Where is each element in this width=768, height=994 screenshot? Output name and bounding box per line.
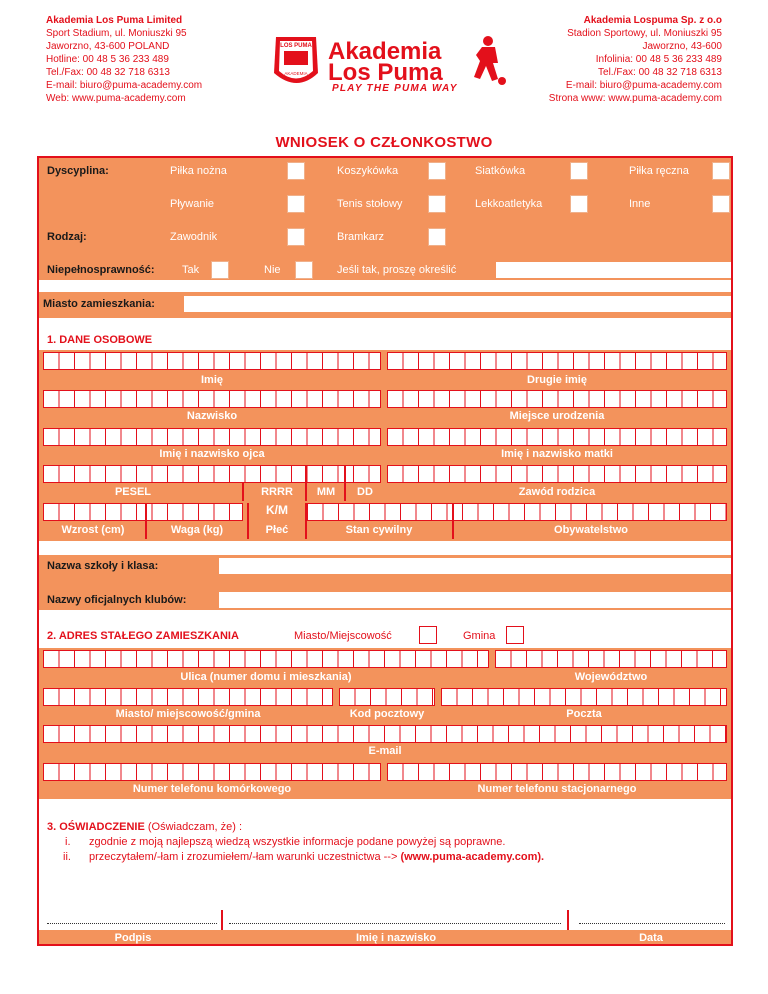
athletics-checkbox[interactable]	[570, 195, 588, 213]
first-name-boxes[interactable]	[43, 352, 381, 370]
surname-boxes[interactable]	[43, 390, 381, 408]
section1-title: 1. DANE OSOBOWE	[47, 334, 153, 346]
citizenship-boxes[interactable]	[307, 503, 727, 521]
post-office-label: Poczta	[566, 708, 602, 720]
disability-specify-label: Jeśli tak, proszę określić	[337, 264, 457, 276]
signature-label: Podpis	[114, 932, 152, 944]
divider	[452, 503, 454, 539]
form-title: WNIOSEK O CZŁONKOSTWO	[275, 134, 493, 151]
street-label: Ulica (numer domu i mieszkania)	[180, 671, 352, 683]
year-label: RRRR	[261, 486, 293, 498]
father-name-boxes[interactable]	[43, 428, 381, 446]
month-label: MM	[316, 486, 336, 498]
voivodeship-label: Województwo	[574, 671, 648, 683]
other-checkbox[interactable]	[712, 195, 730, 213]
locality-label: Miasto/ miejscowość/gmina	[115, 708, 261, 720]
header-left-line: Sport Stadium, ul. Moniuszki 95	[46, 28, 187, 39]
declaration-item-1: zgodnie z moją najlepszą wiedzą wszystkie informacje podane powyżej są poprawne.	[89, 836, 506, 848]
clubs-label: Nazwy oficjalnych klubów:	[47, 594, 187, 606]
logo-name-line1: Akademia	[328, 38, 442, 65]
city-option-label: Miasto/Miejscowość	[294, 630, 392, 642]
header-left-line: E-mail: biuro@puma-academy.com	[46, 80, 203, 91]
player-checkbox[interactable]	[287, 228, 305, 246]
discipline-option-label: Piłka nożna	[170, 165, 227, 177]
commune-checkbox[interactable]	[506, 626, 524, 644]
soccer-player-icon	[474, 36, 506, 85]
header-left-company: Akademia Los Puma Limited	[46, 15, 183, 26]
header-right-company: Akademia Lospuma Sp. z o.o	[583, 15, 722, 26]
mother-name-boxes[interactable]	[387, 428, 727, 446]
mother-name-label: Imię i nazwisko matki	[501, 448, 613, 460]
header-left-line: Tel./Fax: 00 48 32 718 6313	[46, 67, 170, 78]
divider	[242, 483, 244, 501]
section-separator	[39, 280, 731, 292]
pesel-boxes[interactable]	[43, 465, 381, 483]
middle-name-boxes[interactable]	[387, 352, 727, 370]
date-line[interactable]	[579, 923, 725, 924]
divider	[145, 503, 147, 539]
mobile-phone-boxes[interactable]	[43, 763, 381, 781]
declaration-item-number: i.	[65, 836, 71, 848]
declaration-item-2-text: przeczytałem/-łam i zrozumiełem/-łam warunki uczestnictwa -->	[89, 851, 398, 863]
commune-option-label: Gmina	[463, 630, 496, 642]
birthplace-label: Miejsce urodzenia	[509, 410, 605, 422]
gender-label: Płeć	[265, 524, 289, 536]
gender-options: K/M	[266, 503, 288, 517]
header-left-line: Web: www.puma-academy.com	[46, 93, 186, 104]
residence-city-label: Miasto zamieszkania:	[43, 298, 155, 310]
discipline-option-label: Piłka ręczna	[629, 165, 689, 177]
section2-header	[39, 610, 731, 648]
signature-line[interactable]	[47, 923, 217, 924]
logo-name-line2: Los Puma	[328, 59, 443, 86]
header-right-line: E-mail: biuro@puma-academy.com	[565, 80, 722, 91]
citizenship-label: Obywatelstwo	[554, 524, 628, 536]
locality-boxes[interactable]	[43, 688, 333, 706]
disability-yes-checkbox[interactable]	[211, 261, 229, 279]
handball-checkbox[interactable]	[712, 162, 730, 180]
street-boxes[interactable]	[43, 650, 489, 668]
pesel-label: PESEL	[114, 486, 152, 498]
logo-tagline: PLAY THE PUMA WAY	[332, 83, 458, 94]
table-tennis-checkbox[interactable]	[428, 195, 446, 213]
header-right-address	[549, 14, 722, 105]
header-left-address	[46, 14, 202, 105]
discipline-option-label: Pływanie	[170, 198, 215, 210]
date-label: Data	[639, 932, 663, 944]
parent-occupation-label: Zawód rodzica	[518, 486, 596, 498]
header-right-line: Stadion Sportowy, ul. Moniuszki 95	[567, 28, 722, 39]
volleyball-checkbox[interactable]	[570, 162, 588, 180]
landline-phone-label: Numer telefonu stacjonarnego	[477, 783, 637, 795]
day-label: DD	[357, 486, 373, 498]
declaration-item-number: ii.	[63, 851, 71, 863]
school-label: Nazwa szkoły i klasa:	[47, 560, 159, 572]
parent-occupation-boxes[interactable]	[387, 465, 727, 483]
declaration-subtitle: (Oświadczam, że) :	[144, 821, 242, 833]
discipline-option-label: Siatkówka	[475, 165, 526, 177]
swimming-checkbox[interactable]	[287, 195, 305, 213]
declaration-title: OŚWIADCZENIE	[59, 821, 145, 833]
voivodeship-boxes[interactable]	[495, 650, 727, 668]
academy-logo	[262, 33, 512, 95]
height-weight-boxes[interactable]	[43, 503, 243, 521]
declaration-heading	[47, 820, 242, 835]
landline-phone-boxes[interactable]	[387, 763, 727, 781]
postal-code-label: Kod pocztowy	[349, 708, 425, 720]
disability-no-checkbox[interactable]	[295, 261, 313, 279]
email-label: E-mail	[368, 745, 402, 757]
discipline-option-label: Lekkoatletyka	[475, 198, 543, 210]
logo-graphic	[262, 33, 512, 95]
father-name-label: Imię i nazwisko ojca	[159, 448, 265, 460]
type-option-label: Bramkarz	[337, 231, 385, 243]
logo-badge-text: LOS PUMA	[280, 43, 312, 49]
type-label: Rodzaj:	[47, 231, 87, 243]
header-left-line: Jaworzno, 43-600 POLAND	[46, 41, 170, 52]
header-left-line: Hotline: 00 48 5 36 233 489	[46, 54, 169, 65]
full-name-line[interactable]	[229, 923, 561, 924]
city-checkbox[interactable]	[419, 626, 437, 644]
middle-name-label: Drugie imię	[527, 374, 587, 386]
surname-label: Nazwisko	[186, 410, 238, 422]
discipline-option-label: Koszykówka	[337, 165, 399, 177]
school-field[interactable]	[219, 558, 731, 574]
football-checkbox[interactable]	[287, 162, 305, 180]
header-right-line: Jaworzno, 43-600	[642, 41, 722, 52]
logo-badge-bottom: AKADEMIA	[284, 71, 308, 76]
declaration-number: 3.	[47, 821, 57, 833]
divider	[221, 910, 223, 930]
header-right-line: Infolinia: 00 48 5 36 233 489	[595, 54, 722, 65]
disability-yes-label: Tak	[182, 264, 200, 276]
residence-city-field[interactable]	[184, 296, 731, 312]
section2-title: 2. ADRES STAŁEGO ZAMIESZKANIA	[47, 630, 239, 642]
section-separator	[39, 541, 731, 555]
type-option-label: Zawodnik	[170, 231, 218, 243]
membership-form	[37, 156, 733, 946]
declaration-item-2	[89, 850, 544, 865]
first-name-label: Imię	[200, 374, 223, 386]
divider	[344, 465, 346, 501]
height-label: Wzrost (cm)	[61, 524, 125, 536]
header-right-line: Tel./Fax: 00 48 32 718 6313	[598, 67, 722, 78]
email-boxes[interactable]	[43, 725, 727, 743]
divider	[567, 910, 569, 930]
divider	[305, 465, 307, 501]
weight-label: Waga (kg)	[170, 524, 224, 536]
disability-label: Niepełnosprawność:	[47, 264, 155, 276]
post-office-boxes[interactable]	[441, 688, 727, 706]
marital-status-label: Stan cywilny	[345, 524, 413, 536]
disability-specify-field[interactable]	[496, 262, 731, 278]
birthplace-boxes[interactable]	[387, 390, 727, 408]
discipline-option-label: Inne	[629, 198, 651, 210]
full-name-label: Imię i nazwisko	[355, 932, 437, 944]
postal-code-boxes[interactable]	[339, 688, 435, 706]
goalkeeper-checkbox[interactable]	[428, 228, 446, 246]
disability-no-label: Nie	[264, 264, 281, 276]
header-right-line: Strona www: www.puma-academy.com	[548, 93, 722, 104]
clubs-field[interactable]	[219, 592, 731, 608]
discipline-label: Dyscyplina:	[47, 165, 109, 177]
discipline-option-label: Tenis stołowy	[337, 198, 403, 210]
mobile-phone-label: Numer telefonu komórkowego	[132, 783, 292, 795]
website-link[interactable]: (www.puma-academy.com).	[397, 851, 545, 863]
basketball-checkbox[interactable]	[428, 162, 446, 180]
